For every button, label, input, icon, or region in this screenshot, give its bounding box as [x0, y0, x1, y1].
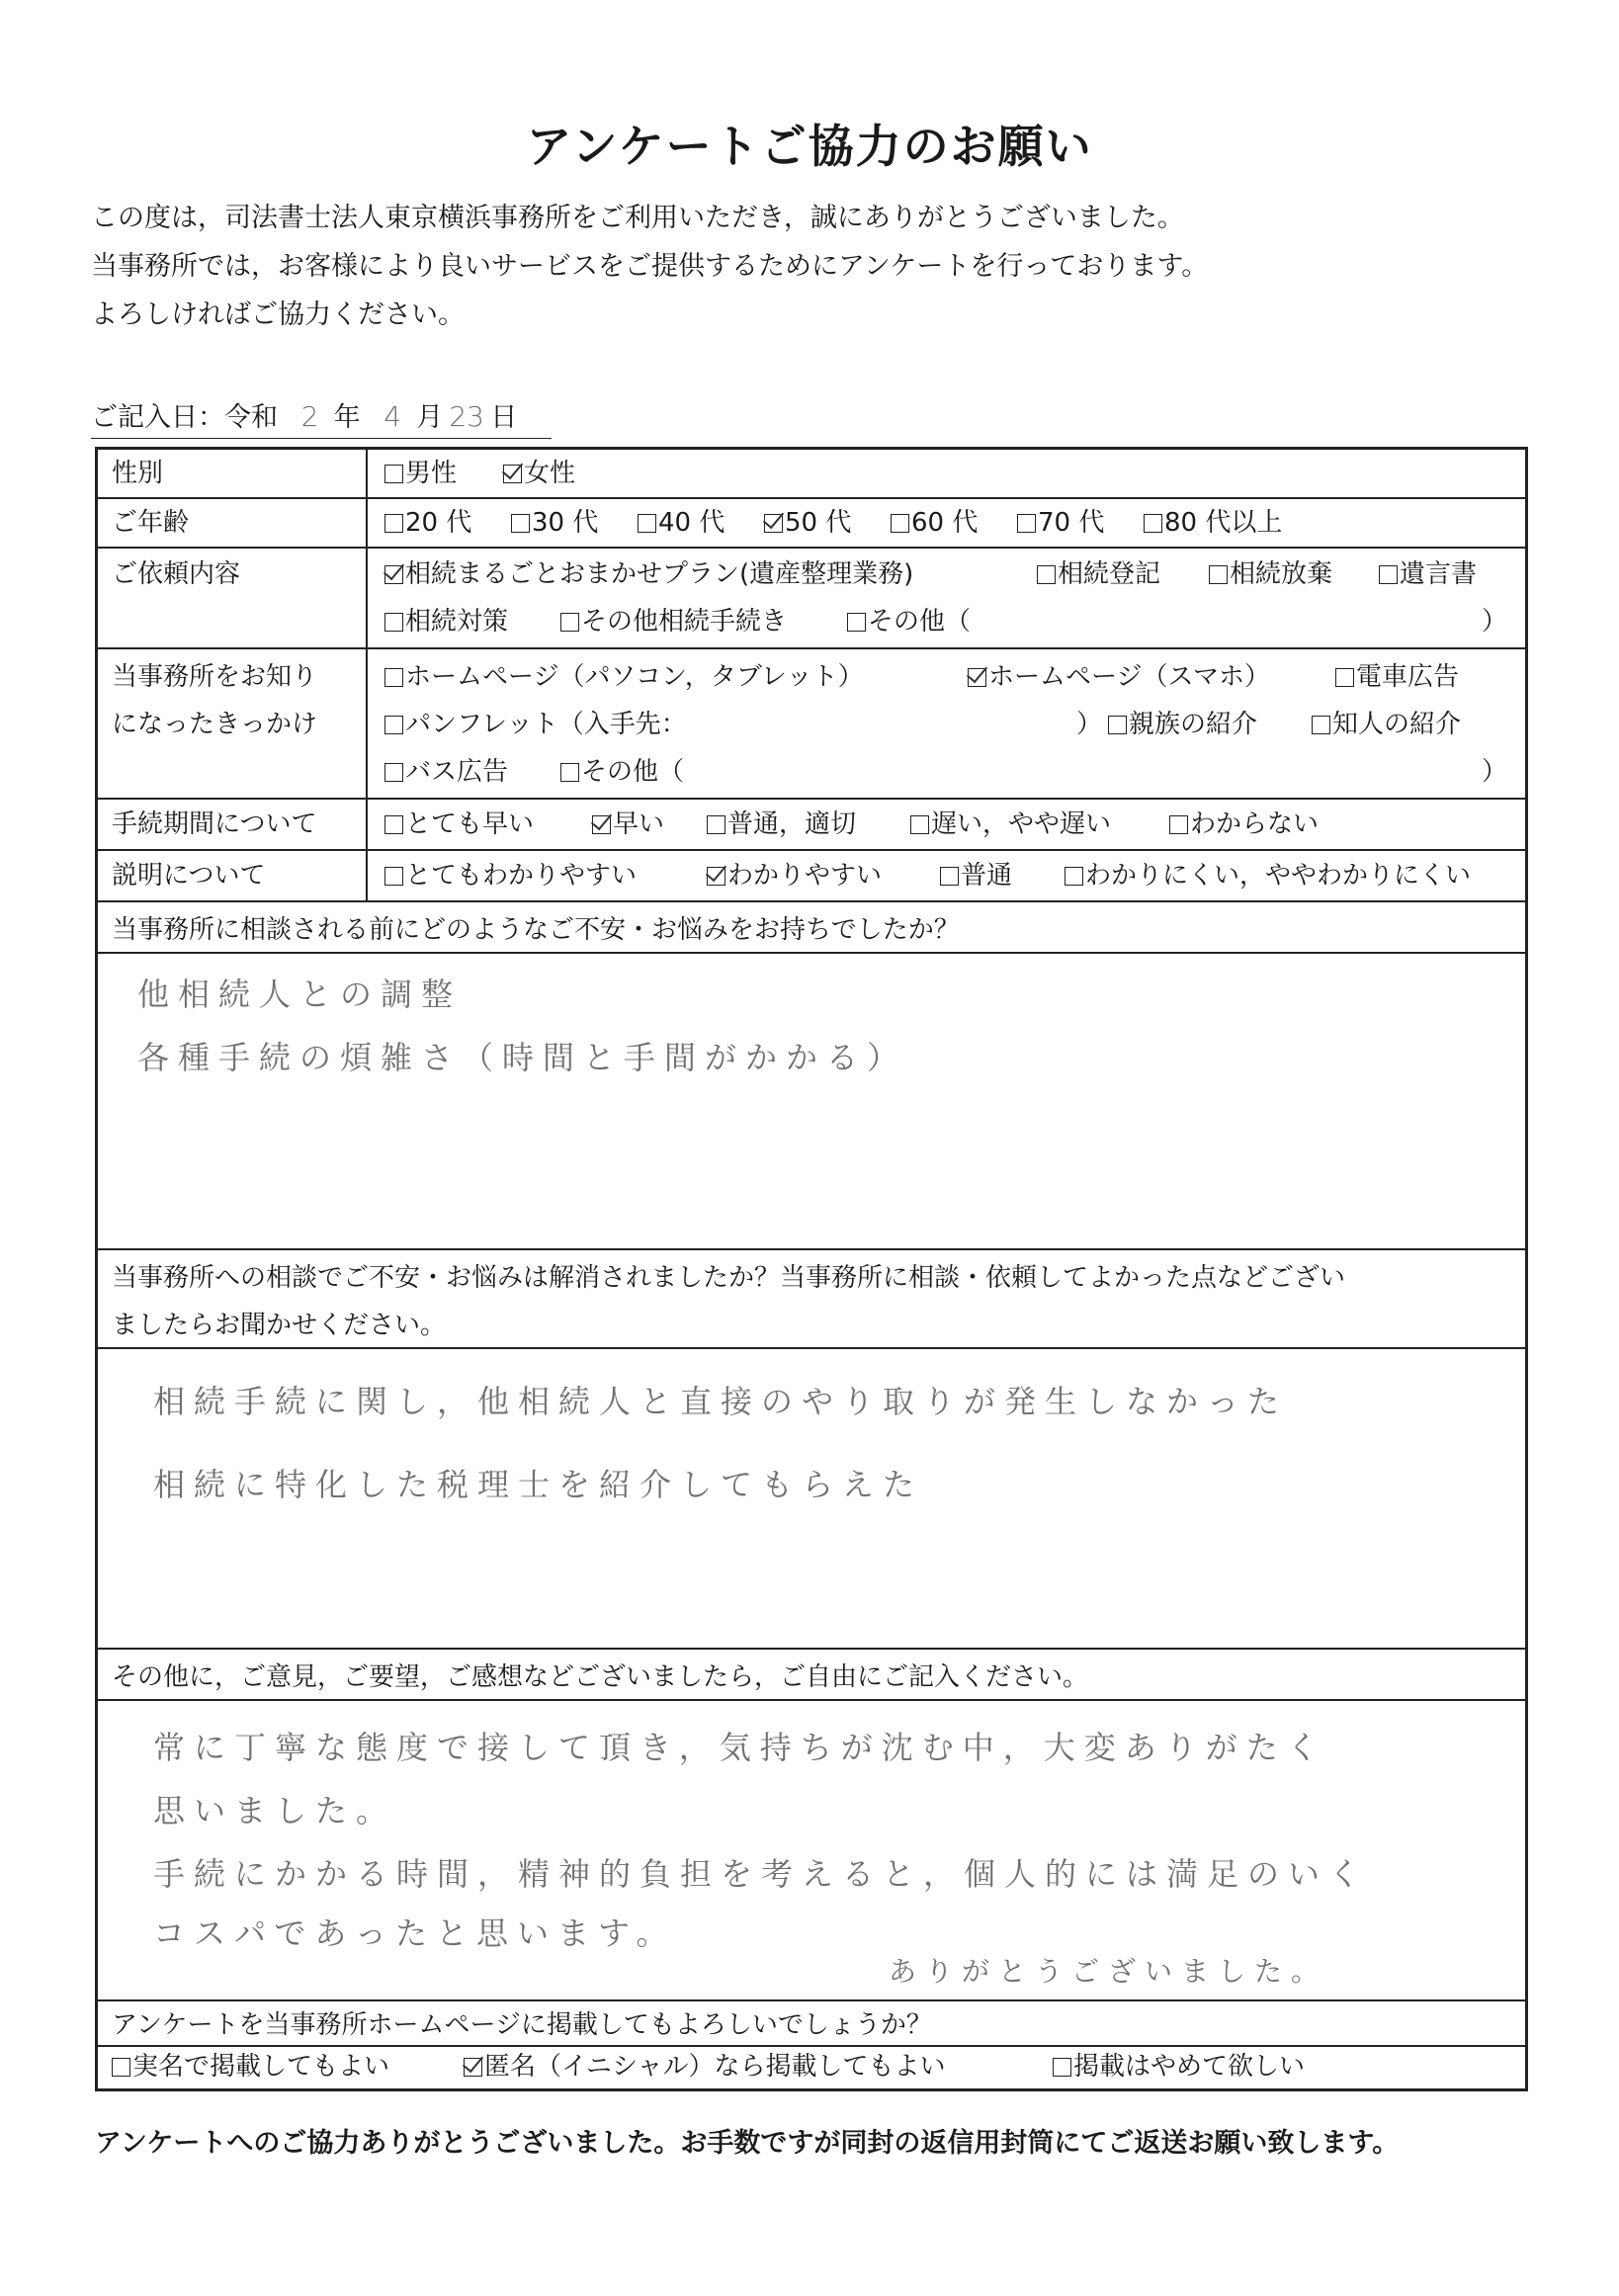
option-period-very-fast[interactable]	[384, 801, 534, 848]
answer-1-line-1: 他相続人との調整	[137, 976, 463, 1013]
date-day-unit: 日	[490, 402, 518, 433]
option-request-renunciation[interactable]	[1209, 551, 1332, 598]
other-close-paren: ）	[1482, 757, 1508, 787]
page-title: アンケートご協力のお願い	[526, 120, 1093, 173]
checkbox-icon[interactable]	[384, 465, 403, 483]
option-label: とてもわかりやすい	[405, 861, 638, 891]
gender-row	[98, 450, 1525, 499]
answer-3-area[interactable]	[98, 1701, 1525, 2001]
checkbox-icon[interactable]	[384, 613, 403, 632]
age-row	[98, 499, 1525, 549]
entry-date	[91, 395, 552, 439]
intro-line-1: この度は，司法書士法人東京横浜事務所をご利用いただき，誠にありがとうございました。	[91, 203, 1184, 233]
option-label: 遅い，やや遅い	[931, 809, 1112, 839]
option-period-fast[interactable]	[592, 801, 664, 848]
checkbox-icon[interactable]	[638, 514, 656, 533]
option-publish-anonymous[interactable]	[464, 2043, 945, 2090]
date-month[interactable]: 4	[383, 400, 402, 433]
date-month-unit: 月	[416, 402, 444, 433]
option-explanation-normal[interactable]	[940, 852, 1012, 899]
option-label: 女性	[524, 459, 576, 488]
option-label: 相続放棄	[1230, 559, 1333, 589]
option-label: 70 代	[1038, 508, 1105, 538]
option-label: 30 代	[532, 508, 599, 538]
option-label: パンフレット（入手先：	[405, 710, 687, 739]
answer-2-line-1: 相続手続に関し，他相続人と直接のやり取りが発生しなかった	[153, 1383, 1289, 1420]
option-age-30s[interactable]	[511, 499, 598, 547]
answer-2-line-2: 相続に特化した税理士を紹介してもらえた	[153, 1466, 924, 1503]
option-publish-refuse[interactable]	[1053, 2043, 1305, 2090]
option-label: 電車広告	[1356, 662, 1460, 692]
checked-box-icon[interactable]	[503, 465, 522, 483]
answer-3-line-1: 常に丁寧な態度で接して頂き，気持ちが沈む中，大変ありがたく	[153, 1729, 1327, 1766]
checkbox-icon[interactable]	[1169, 815, 1188, 834]
option-label: その他相続手続き	[581, 607, 788, 637]
answer-3-line-2: 思いました。	[153, 1792, 397, 1829]
option-label: ホームページ（パソコン，タブレット）	[405, 662, 864, 692]
date-label: ご記入日：令和	[91, 402, 278, 433]
close-paren: ）	[1482, 607, 1508, 637]
publish-question: アンケートを当事務所ホームページに掲載してもよろしいでしょうか？	[98, 2001, 1525, 2047]
checked-box-icon[interactable]	[384, 565, 403, 584]
option-request-planning[interactable]	[384, 598, 508, 645]
request-row	[98, 549, 1525, 649]
question-2-line-2: ましたらお聞かせください。	[112, 1311, 447, 1340]
option-request-other-procedures[interactable]	[560, 598, 787, 645]
answer-3-line-4: コスパであったと思います。	[153, 1914, 677, 1952]
option-period-slow[interactable]	[910, 801, 1111, 848]
option-trigger-bus-ad[interactable]	[384, 748, 508, 796]
checkbox-icon[interactable]	[384, 867, 403, 886]
checked-box-icon[interactable]	[764, 514, 783, 533]
option-age-20s[interactable]	[384, 499, 471, 547]
checkbox-icon[interactable]	[1053, 2058, 1071, 2077]
explanation-row	[98, 851, 1525, 902]
option-label: 相続まるごとおまかせプラン(遺産整理業務)	[405, 559, 914, 589]
answer-1-line-2: 各種手続の煩雑さ（時間と手間がかかる）	[137, 1039, 908, 1076]
option-age-70s[interactable]	[1017, 499, 1104, 547]
option-gender-male[interactable]	[384, 450, 457, 497]
option-label: わからない	[1190, 809, 1320, 839]
checkbox-icon[interactable]	[384, 815, 403, 834]
option-label: 50 代	[785, 508, 852, 538]
survey-form	[95, 447, 1528, 2091]
checkbox-icon[interactable]	[891, 514, 909, 533]
checkbox-icon[interactable]	[910, 815, 929, 834]
checked-box-icon[interactable]	[968, 668, 986, 687]
option-label: 普通，適切	[727, 809, 857, 839]
option-label: 遺言書	[1400, 559, 1478, 589]
option-label: その他（	[581, 757, 685, 787]
trigger-label	[98, 649, 368, 798]
checkbox-icon[interactable]	[1037, 565, 1056, 584]
option-age-40s[interactable]	[638, 499, 724, 547]
option-label: 早い	[613, 809, 665, 839]
option-label: とても早い	[405, 809, 535, 839]
option-age-80s-plus[interactable]	[1144, 499, 1282, 547]
question-1: 当事務所に相談される前にどのようなご不安・お悩みをお持ちでしたか？	[98, 902, 1525, 954]
option-label: わかりやすい	[727, 861, 883, 891]
checkbox-icon[interactable]	[1017, 514, 1036, 533]
footer-message: アンケートへのご協力ありがとうございました。お手数ですが同封の返信用封筒にてご返送お願い致します。	[95, 2128, 1400, 2159]
option-label: 20 代	[405, 508, 472, 538]
option-label: バス広告	[405, 757, 509, 787]
trigger-label-line-2: になったきっかけ	[112, 710, 318, 739]
intro-text	[91, 194, 1208, 339]
gender-label: 性別	[98, 450, 368, 497]
option-explanation-unclear[interactable]	[1065, 852, 1471, 899]
checkbox-icon[interactable]	[511, 514, 530, 533]
checkbox-icon[interactable]	[1335, 668, 1354, 687]
checkbox-icon[interactable]	[1065, 867, 1083, 886]
option-trigger-homepage-smartphone[interactable]	[968, 653, 1270, 701]
checked-box-icon[interactable]	[464, 2058, 482, 2077]
request-label: ご依頼内容	[98, 549, 368, 647]
checkbox-icon[interactable]	[1108, 716, 1127, 734]
checkbox-icon[interactable]	[560, 763, 579, 782]
question-3: その他に，ご意見，ご要望，ご感想などございましたら，ご自由にご記入ください。	[98, 1650, 1525, 1701]
option-age-60s[interactable]	[891, 499, 978, 547]
option-label: 掲載はやめて欲しい	[1073, 2052, 1306, 2082]
option-label: 相続登記	[1058, 559, 1161, 589]
option-trigger-train-ad[interactable]	[1335, 653, 1459, 701]
checkbox-icon[interactable]	[940, 867, 959, 886]
option-label: 普通	[961, 861, 1013, 891]
option-label: わかりにくい，ややわかりにくい	[1085, 861, 1472, 891]
age-label: ご年齢	[98, 499, 368, 547]
option-label: 男性	[405, 459, 458, 488]
option-label: その他（	[868, 607, 972, 637]
option-period-normal[interactable]	[707, 801, 856, 848]
option-trigger-homepage-pc[interactable]	[384, 653, 864, 701]
option-label: 40 代	[658, 508, 725, 538]
publish-row	[98, 2047, 1525, 2088]
answer-3-line-5: ありがとうございました。	[889, 1955, 1328, 1988]
option-trigger-acquaintance[interactable]	[1312, 701, 1461, 748]
checkbox-icon[interactable]	[560, 613, 579, 632]
period-label: 手続期間について	[98, 800, 368, 849]
option-label: 知人の紹介	[1332, 710, 1462, 739]
intro-line-2: 当事務所では，お客様により良いサービスをご提供するためにアンケートを行っております。	[91, 251, 1209, 282]
option-request-other[interactable]	[847, 598, 971, 645]
pamphlet-close-paren: ）	[1076, 710, 1103, 739]
option-explanation-very-clear[interactable]	[384, 852, 637, 899]
option-trigger-other[interactable]	[560, 748, 684, 796]
question-2-line-1: 当事務所への相談でご不安・お悩みは解消されましたか？当事務所に相談・依頼してよかった点などござい	[112, 1263, 1346, 1293]
option-label: ホームページ（スマホ）	[988, 662, 1270, 692]
option-label: 親族の紹介	[1129, 710, 1258, 739]
date-year-unit: 年	[333, 402, 361, 433]
checkbox-icon[interactable]	[384, 763, 403, 782]
option-request-full-plan[interactable]	[384, 551, 913, 598]
date-year[interactable]: 2	[300, 400, 319, 433]
intro-line-3: よろしければご協力ください。	[91, 299, 465, 330]
question-2	[98, 1250, 1525, 1349]
option-gender-female[interactable]	[503, 450, 575, 497]
option-label: 実名で掲載してもよい	[132, 2052, 390, 2082]
trigger-label-line-1: 当事務所をお知り	[112, 662, 318, 692]
checkbox-icon[interactable]	[1209, 565, 1228, 584]
checkbox-icon[interactable]	[384, 716, 403, 734]
option-publish-real-name[interactable]	[112, 2043, 389, 2090]
checked-box-icon[interactable]	[707, 867, 725, 886]
option-request-registration[interactable]	[1037, 551, 1160, 598]
option-age-50s[interactable]	[764, 499, 851, 547]
checkbox-icon[interactable]	[384, 514, 403, 533]
option-label: 相続対策	[405, 607, 509, 637]
checked-box-icon[interactable]	[592, 815, 611, 834]
answer-1-area[interactable]	[98, 954, 1525, 1250]
checkbox-icon[interactable]	[1379, 565, 1398, 584]
date-day[interactable]: 23	[449, 400, 484, 433]
checkbox-icon[interactable]	[1312, 716, 1330, 734]
answer-2-area[interactable]	[98, 1349, 1525, 1650]
checkbox-icon[interactable]	[1144, 514, 1162, 533]
option-trigger-pamphlet[interactable]	[384, 701, 687, 748]
option-trigger-relative[interactable]	[1108, 701, 1257, 748]
checkbox-icon[interactable]	[847, 613, 866, 632]
period-row	[98, 800, 1525, 851]
checkbox-icon[interactable]	[707, 815, 725, 834]
explanation-label: 説明について	[98, 851, 368, 900]
option-explanation-clear[interactable]	[707, 852, 882, 899]
option-request-will[interactable]	[1379, 551, 1477, 598]
trigger-row	[98, 649, 1525, 800]
option-period-unknown[interactable]	[1169, 801, 1319, 848]
checkbox-icon[interactable]	[112, 2058, 130, 2077]
checkbox-icon[interactable]	[384, 668, 403, 687]
answer-3-line-3: 手続にかかる時間，精神的負担を考えると，個人的には満足のいく	[153, 1855, 1370, 1893]
option-label: 匿名（イニシャル）なら掲載してもよい	[484, 2052, 946, 2082]
option-label: 60 代	[911, 508, 979, 538]
option-label: 80 代以上	[1164, 508, 1283, 538]
